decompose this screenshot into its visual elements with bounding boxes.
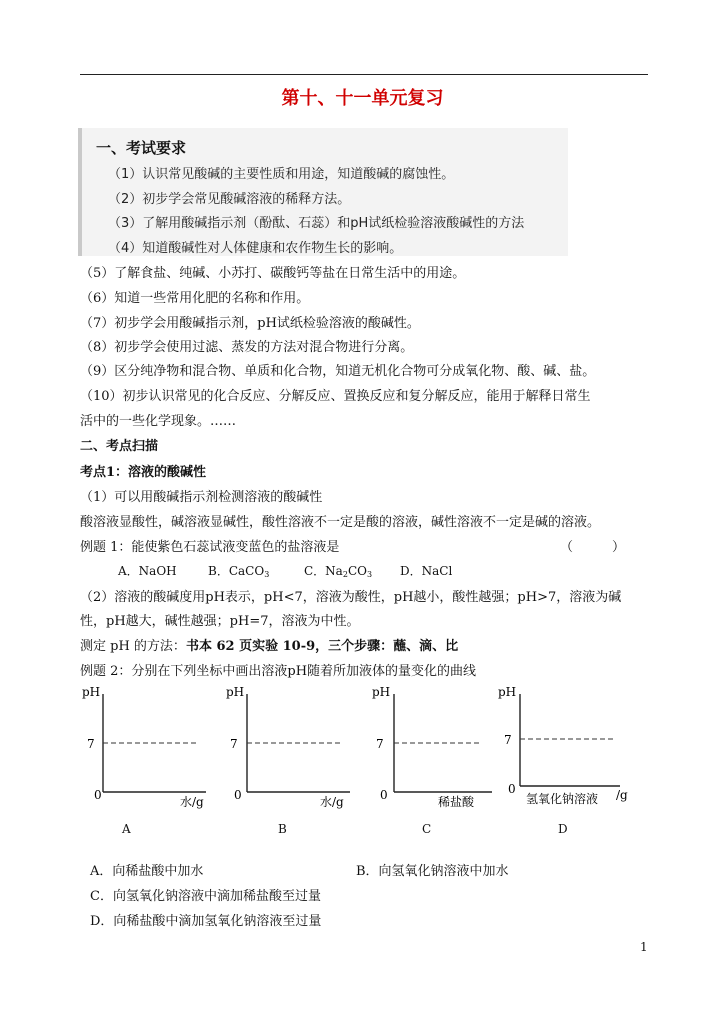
origin: 0 xyxy=(234,788,242,802)
choice-a: A．NaOH xyxy=(118,564,177,578)
graph-a xyxy=(82,685,206,809)
requirement-item: （8）初步学会使用过滤、蒸发的方法对混合物进行分离。 xyxy=(80,340,414,355)
tick-7: 7 xyxy=(230,737,238,751)
ph-graphs xyxy=(80,682,640,812)
tick-7: 7 xyxy=(504,733,512,747)
choice-d: D．NaCl xyxy=(400,564,453,578)
x-axis-label: 稀盐酸 xyxy=(438,795,475,809)
paragraph: 性，pH越大，碱性越强；pH=7，溶液为中性。 xyxy=(80,614,360,629)
requirement-item: （3）了解用酸碱指示剂（酚酞、石蕊）和pH试纸检验溶液酸碱性的方法 xyxy=(108,216,525,231)
y-axis-label: pH xyxy=(226,685,245,699)
graph-letter-b: B xyxy=(278,822,287,836)
requirement-item: （6）知道一些常用化肥的名称和作用。 xyxy=(80,291,310,306)
y-axis-label: pH xyxy=(498,685,517,699)
option-c: C．向氢氧化钠溶液中滴加稀盐酸至过量 xyxy=(90,889,321,904)
requirements-box-border xyxy=(78,128,82,256)
paragraph: 酸溶液显酸性，碱溶液显碱性，酸性溶液不一定是酸的溶液，碱性溶液不一定是碱的溶液。 xyxy=(80,515,601,530)
origin: 0 xyxy=(508,782,516,796)
requirement-item: （5）了解食盐、纯碱、小苏打、碳酸钙等盐在日常生活中的用途。 xyxy=(80,266,466,281)
tick-7: 7 xyxy=(376,737,384,751)
x-axis-label: 水/g xyxy=(180,795,204,809)
section1-heading: 一、考试要求 xyxy=(96,139,187,157)
x-axis-unit: /g xyxy=(616,788,628,802)
requirement-item: （9）区分纯净物和混合物、单质和化合物，知道无机化合物可分成氧化物、酸、碱、盐。 xyxy=(80,364,596,379)
requirement-item: （2）初步学会常见酸碱溶液的稀释方法。 xyxy=(108,192,351,207)
y-axis-label: pH xyxy=(372,685,391,699)
graph-letter-d: D xyxy=(558,822,568,836)
option-a: A．向稀盐酸中加水 xyxy=(90,864,204,879)
y-axis-label: pH xyxy=(82,685,101,699)
origin: 0 xyxy=(380,788,388,802)
requirement-item: （4）知道酸碱性对人体健康和农作物生长的影响。 xyxy=(108,241,403,256)
choice-b: B．CaCO$_3$ xyxy=(208,564,270,579)
option-b: B．向氢氧化钠溶液中加水 xyxy=(356,864,509,879)
paragraph: （1）可以用酸碱指示剂检测溶液的酸碱性 xyxy=(80,490,323,505)
graph-b xyxy=(226,685,350,809)
point-heading: 考点1：溶液的酸碱性 xyxy=(80,465,207,480)
graph-letter-c: C xyxy=(422,822,432,836)
choice-c: C．$Na_2CO_3$ xyxy=(304,564,373,579)
graph-d xyxy=(498,685,628,806)
origin: 0 xyxy=(94,788,102,802)
x-axis-label: 氢氧化钠溶液 xyxy=(526,792,599,806)
requirement-item: （7）初步学会用酸碱指示剂，pH试纸检验溶液的酸碱性。 xyxy=(80,316,420,331)
page-title: 第十、十一单元复习 xyxy=(281,88,444,109)
section2-heading: 二、考点扫描 xyxy=(80,439,159,454)
requirement-item: 活中的一些化学现象。…… xyxy=(80,414,237,429)
requirement-item: （10）初步认识常见的化合反应、分解反应、置换反应和复分解反应，能用于解释日常生 xyxy=(80,389,591,404)
answer-parentheses: （ ） xyxy=(560,540,626,555)
header-rule xyxy=(80,74,648,75)
paragraph: （2）溶液的酸碱度用pH表示，pH<7，溶液为酸性，pH越小，酸性越强；pH>7，溶液为碱 xyxy=(80,590,622,605)
tick-7: 7 xyxy=(87,737,95,751)
option-d: D．向稀盐酸中滴加氢氧化钠溶液至过量 xyxy=(90,914,322,929)
example1-question: 例题 1：能使紫色石蕊试液变蓝色的盐溶液是 xyxy=(80,540,340,555)
requirement-item: （1）认识常见酸碱的主要性质和用途，知道酸碱的腐蚀性。 xyxy=(108,167,455,182)
page-number: 1 xyxy=(640,940,648,954)
x-axis-label: 水/g xyxy=(320,795,344,809)
graph-c xyxy=(372,685,492,809)
example2-question: 例题 2：分别在下列坐标中画出溶液pH随着所加液体的量变化的曲线 xyxy=(80,664,477,679)
graph-letter-a: A xyxy=(122,822,131,836)
ph-method: 测定 pH 的方法：书本 62 页实验 10-9，三个步骤：蘸、滴、比 xyxy=(80,639,459,654)
